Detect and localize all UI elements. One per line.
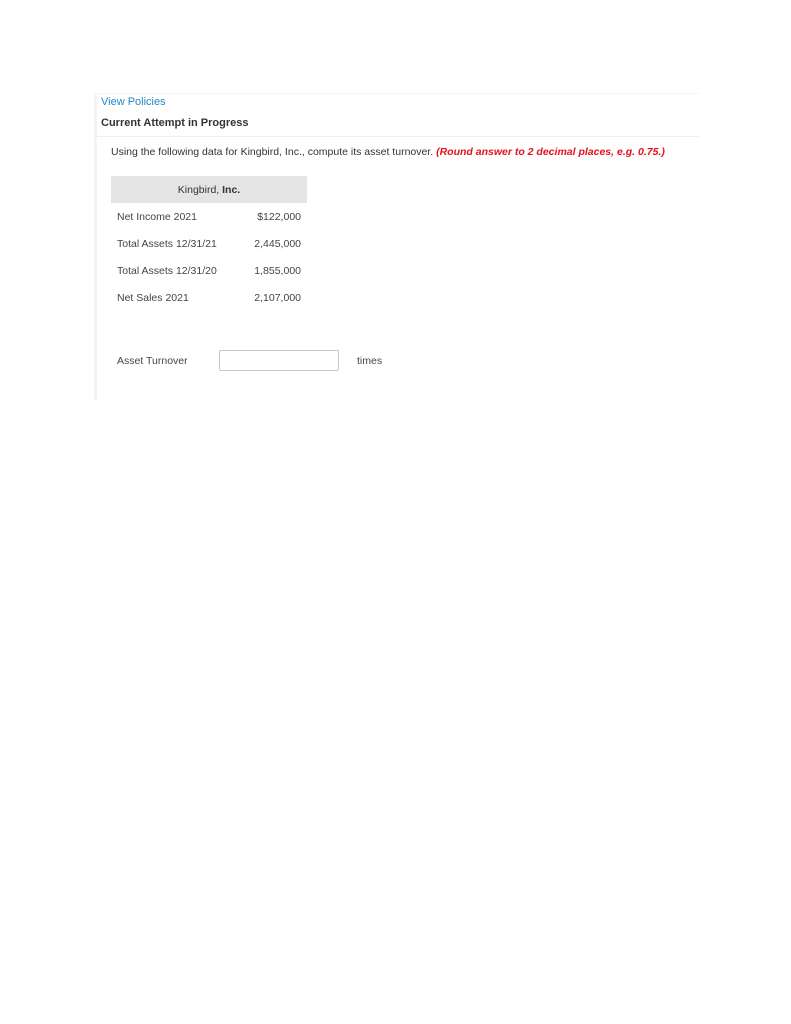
table-header-row (111, 176, 307, 203)
table-row (111, 230, 307, 257)
row-value: 2,445,000 (254, 237, 301, 250)
row-value: $122,000 (257, 210, 301, 223)
table-row (111, 257, 307, 284)
company-data-table (111, 176, 307, 311)
row-value: 2,107,000 (254, 291, 301, 304)
question-panel (94, 93, 699, 400)
unit-label: times (357, 355, 383, 367)
row-value: 1,855,000 (254, 264, 301, 277)
company-name: Kingbird, (177, 183, 220, 196)
table-row (111, 203, 307, 230)
question-prompt: Using the following data for Kingbird, Inc., compute its asset turnover. (111, 146, 434, 158)
rounding-hint: (Round answer to 2 decimal places, e.g. 0.75.) (436, 146, 665, 158)
row-label: Total Assets 12/31/20 (117, 264, 217, 277)
asset-turnover-label: Asset Turnover (117, 355, 188, 367)
view-policies-link[interactable]: View Policies (101, 96, 166, 108)
row-label: Net Sales 2021 (117, 291, 189, 304)
row-label: Total Assets 12/31/21 (117, 237, 217, 250)
row-label: Net Income 2021 (117, 210, 197, 223)
company-suffix: Inc. (222, 183, 241, 196)
divider (97, 136, 699, 137)
asset-turnover-input[interactable] (219, 350, 339, 371)
company-name-header (111, 176, 307, 203)
question-text (111, 146, 665, 158)
attempt-status: Current Attempt in Progress (101, 117, 249, 129)
table-row (111, 284, 307, 311)
